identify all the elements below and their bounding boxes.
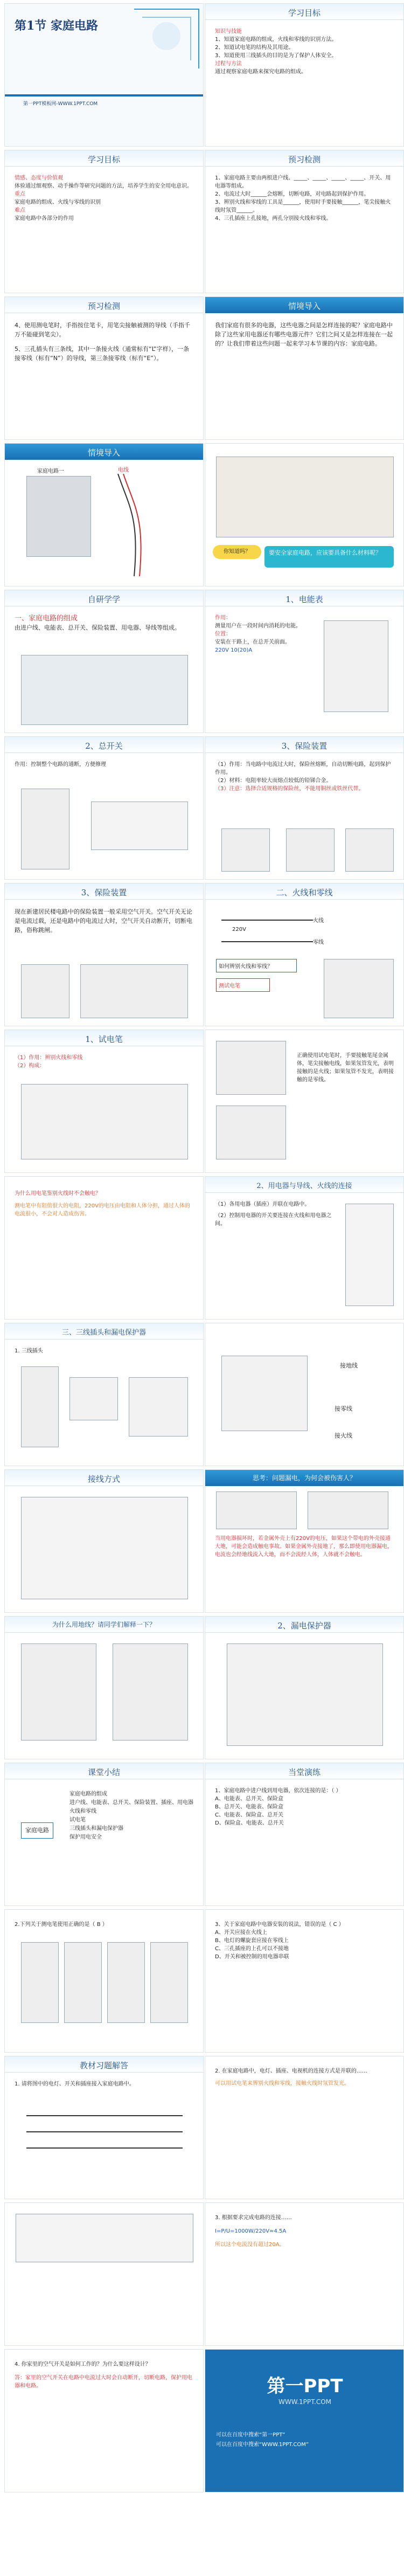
diagram-wiring [21, 1497, 188, 1599]
text: （3）注意：选择合适规格的保险丝，不能用铜丝或铁丝代替。 [215, 786, 364, 792]
slide-title: 教材习题解答 [79, 2061, 128, 2070]
slide-title: 为什么用地线？请同学们解释一下？ [52, 1621, 156, 1628]
slide-title: 1、电能表 [285, 595, 323, 604]
slide-why-ground[interactable] [4, 1616, 204, 1759]
mindmap-root: 家庭电路 [21, 1822, 53, 1839]
text: 安装在干路上，在总开关前面。 [215, 639, 290, 645]
label: 位置： [215, 631, 231, 637]
question: 4、三孔插座上孔接地，两孔分别接火线和零线。 [215, 216, 332, 222]
photo-living-room [216, 457, 394, 537]
label: 接火线 [335, 1432, 352, 1439]
slide-fuse-2[interactable] [4, 883, 204, 1026]
slide-wiring-method[interactable] [4, 1469, 204, 1613]
note-line: 可以在百度中搜索“WWW.1PPT.COM” [216, 2442, 309, 2448]
slide-exercises-2[interactable] [205, 2056, 404, 2199]
slide-preview-2[interactable] [4, 296, 204, 440]
text: （2）材料：电阻率较大而熔点较低的铅锑合金。 [215, 778, 332, 784]
slide-title: 课堂小结 [87, 1767, 120, 1777]
spec: 220V 10(20)A [215, 647, 253, 653]
slide-objectives-1[interactable] [205, 3, 404, 147]
slide-composition[interactable] [4, 590, 204, 733]
photo-ground-1 [21, 1643, 96, 1741]
slide-title: 2、总开关 [85, 741, 123, 751]
list-item: 试电笔 [69, 1817, 86, 1823]
slide-title: 三、三线插头和漏电保护器 [61, 1329, 146, 1337]
text: 通过观察家庭电路来探究电路的组成。 [215, 69, 307, 75]
brand-notes [216, 2430, 394, 2450]
diagram-tester-pen [21, 1084, 188, 1159]
option-image-d[interactable] [150, 1942, 188, 2023]
question: 1、家庭电路中进户线到用电器，依次连接的是：（ ） [215, 1788, 342, 1794]
photo-correct-usage [216, 1041, 286, 1095]
slide-practice-2[interactable] [4, 1909, 204, 2053]
option-image-b[interactable] [64, 1942, 102, 2023]
mindmap-items [69, 1790, 193, 1842]
paragraph: 当用电器损坏时，若金属外壳上有220V的电压，如果这个带电的外壳接通大地，可能会造成触电事故。如果金属外壳接地了，那么即使用电器漏电，电流也会经地线流入大地，而不会流经人体，人体就不会触电。 [215, 1536, 393, 1558]
slide-title: 当堂演练 [288, 1767, 321, 1777]
slide-three-pin-plug[interactable] [4, 1323, 204, 1466]
answer: 测电笔中有阻值很大的电阻，220V的电压由电阻和人体分担，通过人体的电流很小，不会对人造成伤害。 [15, 1203, 190, 1217]
answer: 可以用试电笔来辨别火线和零线，接触火线时氖管发光。 [215, 2081, 350, 2087]
paragraph: 正确使用试电笔时，手要接触笔尾金属体，笔尖接触电线，如果氖管发光，表明接触的是火线；如果氖管不发光，表明接触的是零线。 [297, 1053, 394, 1083]
slide-title: 1、试电笔 [85, 1034, 123, 1044]
slide-intro-1[interactable] [205, 296, 404, 440]
label: 重点 [15, 191, 25, 197]
wire-illustration [113, 474, 156, 582]
slide-test-pen[interactable] [4, 1030, 204, 1173]
question: 3、关于家庭电路中电器安装的说法，错误的是（ C ） [215, 1922, 344, 1928]
slide-title: 预习检测 [87, 301, 120, 311]
photo-wrong-usage [216, 1106, 286, 1159]
text: （1）作用：辨别火线和零线 [15, 1055, 83, 1061]
question: 3. 根据要求完成电路的连接…… [215, 2215, 292, 2221]
photo-fuse-1 [221, 828, 270, 872]
slide-title: 思考：问题漏电，为何会被伤害人？ [252, 1474, 356, 1482]
photo-air-switch-2 [80, 964, 188, 1018]
label: 220V [232, 927, 246, 933]
label: 火线 [313, 918, 324, 924]
question: 2. 在家庭电路中，电灯、插座、电视机的连接方式是并联的…… [215, 2068, 367, 2074]
slide-title: 情境导入 [87, 448, 120, 458]
slide-exercises-4[interactable] [205, 2202, 404, 2346]
question: 1. 请将图中的电灯、开关和插座接入家庭电路中。 [15, 2081, 135, 2087]
paragraph: 现在新建居民楼电路中的保险装置一般采用空气开关。空气开关无论是电流过载，还是电路中的电流过大时，空气开关自动断开，切断电路，俗称跳闸。 [15, 908, 192, 934]
text: 体验通过细观察、动手操作等研究问题的方法，培养学生的安全用电意识。 [15, 183, 192, 189]
text: 测量用户在一段时间内消耗的电能。 [215, 623, 301, 629]
text: 1. 三线插头 [15, 1348, 43, 1354]
slide-intro-3[interactable] [205, 443, 404, 586]
diagram-connection [345, 1204, 394, 1306]
text: 1、知道家庭电路的组成，火线和零线的识别方法。 [215, 37, 337, 43]
label: 零线 [313, 940, 324, 945]
list-item: 三线插头和漏电保护器 [69, 1826, 123, 1832]
photo-leak-2 [308, 1491, 388, 1529]
text: 3、知道使用三线插头的目的是为了保护人体安全。 [215, 53, 337, 59]
slide-exercises-5[interactable] [4, 2349, 204, 2492]
photo-switch-1 [21, 789, 69, 869]
question: 4、使用测电笔时，手指按住笔卡，用笔尖接触被测的导线（手指千万不能碰到笔尖）。 [15, 322, 190, 338]
photo-energy-meter [324, 620, 388, 712]
list-item: 火线和零线 [69, 1808, 96, 1814]
question: 2、电流过大时______会熔断，切断电路，对电路起到保护作用。 [215, 191, 370, 197]
paragraph: 我们家庭有很多的电器，这些电器之间是怎样连接的呢？家庭电路中除了这些家用电器还有哪些电器元件？它们之间又是怎样连接在一起的？让我们带着这些问题一起来学习本节课的内容：家庭电路。 [215, 322, 393, 347]
answer: 所以这个电流没有超过20A。 [215, 2242, 285, 2248]
list-item: 家庭电路的组成 [69, 1791, 107, 1797]
text: （2）控制用电器的开关要连接在火线和用电器之间。 [215, 1213, 332, 1227]
label: 知识与技能 [215, 29, 242, 34]
label: 电线 [118, 467, 129, 473]
photo-fuse-2 [286, 828, 335, 872]
photo-plug [69, 1377, 118, 1420]
text: （1）各用电器（插座）并联在电路中。 [215, 1201, 310, 1207]
photo-leak-1 [216, 1491, 297, 1529]
option[interactable]: B、电灯的螺旋套应接在零线上 [215, 1938, 289, 1944]
option-image-c[interactable] [107, 1942, 145, 2023]
slide-appliance-connection[interactable] [205, 1176, 404, 1320]
photo-leakage-protector [227, 1643, 383, 1746]
slide-plug-wiring[interactable] [205, 1323, 404, 1466]
question: 5、三孔插头有三条线，其中一条接火线（通常标有“L”字样），一条接零线（标有“N”）的导线，第三条接零线（标有“E”）。 [15, 346, 190, 362]
slide-title: 接线方式 [87, 1474, 120, 1484]
question: 4. 你家里的空气开关是如何工作的？为什么要这样设计？ [15, 2361, 151, 2367]
slide-intro-2[interactable] [4, 443, 204, 586]
slide-title: 预习检测 [288, 155, 321, 164]
question: 2.下列关于测电笔使用正确的是（ B ） [15, 1922, 108, 1928]
note-line: 可以在百度中搜索“第一PPT” [216, 2432, 285, 2438]
slide-leakage-thinking[interactable] [205, 1469, 404, 1613]
formula: I=P/U=1000W/220V≈4.5A [215, 2228, 287, 2234]
photo-switch-2 [91, 802, 188, 850]
list-item: 保护用电安全 [69, 1834, 102, 1840]
text: 2、知道试电笔的结构及其用途。 [215, 45, 294, 51]
brand-logo: 第一PPT [267, 2375, 343, 2397]
question-box: 如何辨别火线和零线？ [216, 959, 297, 972]
label: 过程与方法 [215, 61, 242, 67]
slide-title: 学习目标 [87, 155, 120, 164]
text: 家庭电路中各部分的作用 [15, 216, 74, 222]
question: 为什么用电笔鉴别火线时不会触电？ [15, 1191, 101, 1197]
site-label: 第一PPT模板网-WWW.1PPT.COM [23, 101, 98, 107]
photo-socket [129, 1377, 188, 1437]
label: 情感、态度与价值观 [15, 175, 63, 181]
question: 3、辨别火线和零线的工具是______，使用时手要接触______，笔尖接触火线时氖管______。 [215, 199, 391, 213]
diagram-exercise-wiring [21, 2105, 188, 2180]
text: 家庭电路的组成、火线与零线的识别 [15, 199, 101, 205]
slide-title: 学习目标 [288, 8, 321, 18]
heading: 一、家庭电路的组成 [15, 614, 78, 623]
label: 接零线 [335, 1405, 352, 1412]
slide-test-pen-usage[interactable] [205, 1030, 404, 1173]
option[interactable]: D、开关和被控制的用电器串联 [215, 1954, 289, 1960]
list-item: 进户线、电能表、总开关、保险装置、插座、用电器 [69, 1800, 193, 1806]
label: 测试电笔 [216, 978, 270, 992]
option[interactable]: A、电能表、总开关、保险盒 [215, 1796, 283, 1802]
slide-live-neutral[interactable] [205, 883, 404, 1026]
slide-title: 情境导入 [288, 301, 321, 311]
slide-title: 自研学学 [87, 595, 120, 604]
decoration-lines [5, 4, 204, 147]
slide-title[interactable] [4, 3, 204, 147]
option-image-a[interactable] [21, 1942, 59, 2023]
slide-objectives-2[interactable] [4, 150, 204, 293]
option[interactable]: D、保险盒、电能表、总开关 [215, 1820, 284, 1826]
question: 1、家庭电路主要由两根进户线、_____、_____、_____、_____、开关、用电器等组成。 [215, 175, 391, 189]
caption-box: 要安全家庭电路，应该要具备什么材料呢？ [264, 546, 394, 568]
bubble-tag: 你知道吗？ [213, 545, 261, 559]
slide-fuse-1[interactable] [205, 736, 404, 880]
text: （2）构成： [15, 1063, 45, 1069]
slide-exercises-1[interactable] [4, 2056, 204, 2199]
photo-wall-socket [26, 476, 91, 557]
answer: 答：家里的空气开关在电路中电流过大时会自动断开，切断电路，保护用电器和电路。 [15, 2375, 192, 2389]
photo-ground-2 [113, 1643, 188, 1741]
slide-title: 3、保险装置 [281, 741, 328, 751]
slide-title: 2、用电器与导线、火线的连接 [256, 1182, 352, 1190]
label: 家庭电路一 [37, 468, 64, 474]
photo-fridge [21, 1366, 59, 1447]
option[interactable]: C、三孔插座的上孔可以不接地 [215, 1946, 289, 1952]
slide-preview-1[interactable] [205, 150, 404, 293]
slide-brand-end[interactable] [205, 2349, 404, 2492]
slide-title: 3、保险装置 [81, 888, 127, 897]
slide-test-pen-safety[interactable] [4, 1176, 204, 1320]
label: 难点 [15, 208, 25, 213]
diagram-exercise-3 [16, 2214, 193, 2262]
slide-leakage-protector[interactable] [205, 1616, 404, 1759]
option[interactable]: A、开关应接在火线上 [215, 1930, 267, 1936]
brand-url: WWW.1PPT.COM [278, 2398, 332, 2406]
photo-plug-inside [221, 1356, 308, 1431]
photo-air-switch-1 [21, 964, 69, 1018]
slide-practice-1[interactable] [205, 1763, 404, 1906]
slide-practice-3[interactable] [205, 1909, 404, 2053]
slide-title: 2、漏电保护器 [277, 1621, 331, 1631]
photo-tester-pen [324, 959, 394, 1018]
page-title: 第1节 家庭电路 [15, 19, 98, 33]
slide-energy-meter[interactable] [205, 590, 404, 733]
label: 作用： [215, 615, 231, 621]
option[interactable]: B、总开关、电能表、保险盒 [215, 1804, 283, 1810]
photo-fuse-3 [345, 828, 394, 872]
paragraph: 由进户线、电能表、总开关、保险装置、用电器、导线等组成。 [15, 624, 180, 631]
slide-title: 二、火线和零线 [276, 888, 333, 897]
label: 接地线 [340, 1362, 358, 1369]
slide-summary[interactable] [4, 1763, 204, 1906]
diagram-household-circuit [21, 655, 188, 725]
option[interactable]: C、电能表、保险盒、总开关 [215, 1812, 283, 1818]
text: （1）作用：当电路中电流过大时，保险丝熔断，自动切断电路，起到保护作用。 [215, 762, 391, 776]
text: 作用：控制整个电路的通断，方便修理 [15, 762, 106, 768]
slide-exercises-3[interactable] [4, 2202, 204, 2346]
slide-main-switch[interactable] [4, 736, 204, 880]
